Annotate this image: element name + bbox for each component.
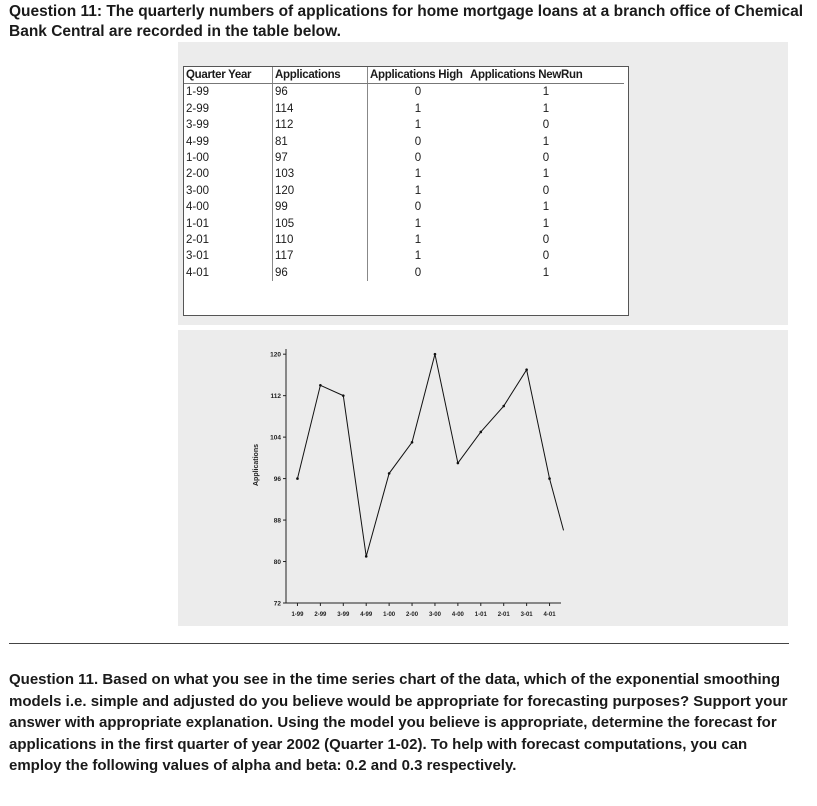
y-tick-label: 104	[270, 434, 281, 442]
data-table-frame	[183, 66, 629, 316]
cell-quarter-year: 4-01	[184, 265, 273, 281]
cell-applications-newrun: 1	[542, 135, 550, 148]
cell-quarter-year: 1-99	[184, 84, 273, 101]
cell-applications-high: 0	[414, 266, 422, 279]
y-tick-label: 72	[273, 600, 281, 608]
data-point	[296, 477, 299, 480]
cell-applications-high: 0	[414, 152, 422, 165]
y-tick-label: 88	[273, 517, 281, 525]
cell-applications-newrun: 1	[542, 102, 550, 115]
table-row	[184, 232, 624, 248]
cell-applications-newrun: 1	[542, 168, 550, 181]
x-tick-label: 1-01	[474, 612, 487, 618]
cell-applications-high: 1	[414, 168, 422, 181]
table-row	[184, 101, 624, 117]
x-tick-label: 3-00	[428, 612, 441, 618]
y-tick-label: 112	[270, 393, 281, 401]
series-line-applications	[297, 354, 563, 556]
cell-applications-high: 1	[414, 217, 422, 230]
cell-applications: 81	[273, 134, 368, 150]
table-row	[184, 84, 624, 101]
cell-applications-high: 1	[414, 234, 422, 247]
y-axis-label: Applications	[253, 443, 260, 487]
table-header-row	[184, 67, 624, 84]
cell-applications-newrun: 0	[542, 184, 550, 197]
cell-applications-high: 1	[414, 184, 422, 197]
y-tick-label: 80	[273, 559, 281, 567]
col-header-applications: Applications	[273, 67, 368, 84]
table-row	[184, 199, 624, 215]
question-header: Question 11: The quarterly numbers of applications for home mortgage loans at a branch office of Chemical Bank Central are recorded in the table below.	[9, 3, 804, 40]
cell-quarter-year: 4-00	[184, 199, 273, 215]
cell-applications: 112	[273, 117, 368, 133]
data-point	[319, 384, 322, 387]
question-body: Question 11. Based on what you see in the time series chart of the data, which of the exponential smoothing models i.e. simple and adjusted do you believe would be appropriate for forecasting purposes? Support your answer with appropriate explanation. Using the model you believe is appropriate, determine the forecast for applications in the first quarter of year 2002 (Quarter 1-02). To help with forecast computations, you can employ the following values of alpha and beta: 0.2 and 0.3 respectively.	[9, 671, 788, 774]
data-point	[548, 477, 551, 480]
data-point	[388, 472, 391, 475]
cell-quarter-year: 2-00	[184, 166, 273, 182]
table-row	[184, 265, 624, 281]
data-point	[479, 431, 482, 434]
chart-panel	[178, 330, 788, 626]
cell-applications-newrun: 0	[542, 152, 550, 165]
data-point	[502, 405, 505, 408]
cell-applications-newrun: 1	[542, 86, 550, 99]
col-header-quarter-year: Quarter Year	[184, 67, 273, 84]
y-tick-label: 96	[273, 476, 281, 484]
cell-applications-newrun: 1	[542, 201, 550, 214]
cell-quarter-year: 3-01	[184, 248, 273, 264]
cell-applications: 96	[273, 265, 368, 281]
cell-quarter-year: 2-99	[184, 101, 273, 117]
cell-applications: 105	[273, 216, 368, 232]
table-row	[184, 150, 624, 166]
cell-applications: 120	[273, 183, 368, 199]
cell-quarter-year: 3-99	[184, 117, 273, 133]
cell-applications-high: 1	[414, 250, 422, 263]
x-tick-label: 4-01	[543, 612, 556, 618]
data-point	[342, 394, 345, 397]
cell-applications-newrun: 0	[542, 250, 550, 263]
cell-quarter-year: 2-01	[184, 232, 273, 248]
data-point	[411, 441, 414, 444]
x-tick-label: 1-00	[383, 612, 396, 618]
data-point	[525, 368, 528, 371]
table-row	[184, 117, 624, 133]
cell-quarter-year: 3-00	[184, 183, 273, 199]
x-tick-label: 3-99	[337, 612, 350, 618]
cell-applications-high: 0	[414, 135, 422, 148]
cell-applications-newrun: 1	[542, 217, 550, 230]
table-row	[184, 134, 624, 150]
applications-line-chart	[178, 330, 788, 626]
cell-applications: 110	[273, 232, 368, 248]
cell-applications-high: 1	[414, 119, 422, 132]
section-divider	[9, 643, 789, 644]
cell-quarter-year: 4-99	[184, 134, 273, 150]
cell-applications-newrun: 0	[542, 234, 550, 247]
data-point	[365, 555, 368, 558]
table-panel	[178, 42, 788, 325]
col-header-applications-high: Applications High	[368, 67, 469, 84]
data-point	[457, 462, 460, 465]
table-row	[184, 183, 624, 199]
cell-applications: 97	[273, 150, 368, 166]
x-tick-label: 3-01	[520, 612, 533, 618]
cell-applications-high: 1	[414, 102, 422, 115]
x-tick-label: 1-99	[291, 612, 304, 618]
col-header-applications-newrun: Applications NewRun	[468, 67, 624, 84]
table-row	[184, 166, 624, 182]
cell-applications-high: 0	[414, 201, 422, 214]
x-tick-label: 4-00	[451, 612, 464, 618]
cell-quarter-year: 1-00	[184, 150, 273, 166]
cell-applications-high: 0	[414, 86, 422, 99]
cell-applications: 103	[273, 166, 368, 182]
y-tick-label: 120	[270, 351, 281, 359]
x-tick-label: 2-01	[497, 612, 510, 618]
applications-table	[184, 67, 624, 281]
cell-quarter-year: 1-01	[184, 216, 273, 232]
x-tick-label: 2-99	[314, 612, 327, 618]
cell-applications: 114	[273, 101, 368, 117]
cell-applications-newrun: 0	[542, 119, 550, 132]
x-tick-label: 2-00	[406, 612, 419, 618]
cell-applications: 99	[273, 199, 368, 215]
x-tick-label: 4-99	[360, 612, 373, 618]
table-row	[184, 248, 624, 264]
cell-applications: 96	[273, 84, 368, 101]
data-point	[434, 353, 437, 356]
cell-applications: 117	[273, 248, 368, 264]
cell-applications-newrun: 1	[542, 266, 550, 279]
table-row	[184, 216, 624, 232]
